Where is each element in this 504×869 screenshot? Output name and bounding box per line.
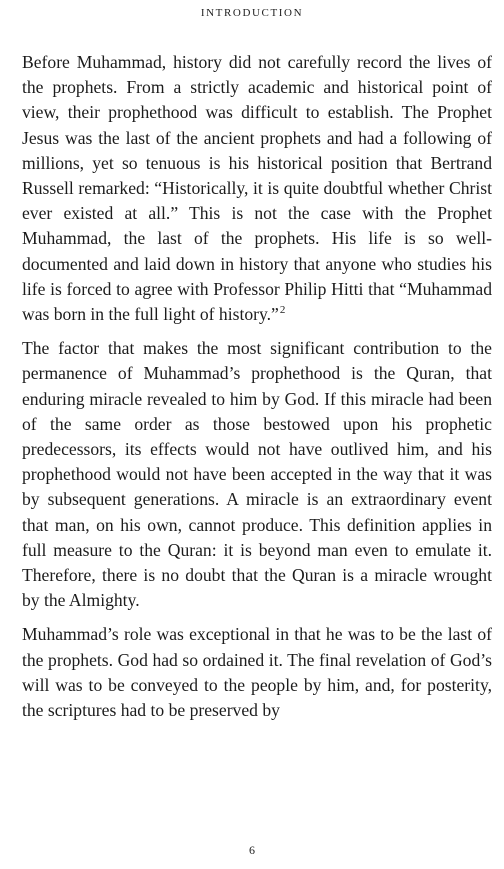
page-number: 6 xyxy=(249,843,255,857)
paragraph-3: Muhammad’s role was exceptional in that he was to be the last of the prophets. God had so ordained it. The final revelation of God’s will was to be conveyed to the people by him, and, for posterity, the scriptures had to be preserved by xyxy=(22,624,492,721)
paragraph-2: The factor that makes the most significant contribution to the permanence of Muhammad’s prophethood is the Quran, that enduring miracle revealed to him by God. If this miracle had been of the same order as those bestowed upon his prophetic predecessors, its effects would not have outlived him, and his prophethood would not have been accepted in the way that it was by subsequent generations. A miracle is an extraordinary event that man, on his own, cannot produce. This definition applies in full measure to the Quran: it is beyond man even to emulate it. Therefore, there is no doubt that the Quran is a miracle wrought by the Almighty. xyxy=(22,338,492,611)
body-text xyxy=(22,50,492,732)
footnote-marker[interactable]: 2 xyxy=(279,304,286,317)
running-head: INTRODUCTION xyxy=(200,7,304,19)
paragraph-1 xyxy=(22,50,492,327)
paragraph-1-text: Before Muhammad, history did not carefully record the lives of the prophets. From a strictly academic and historical point of view, their prophethood was difficult to establish. The Prophet Jesus was the last of the ancient prophets and had a following of millions, yet so tenuous is his historical position that Bertrand Russell remarked: “Historically, it is quite doubtful whether Christ ever existed at all.” This is not the case with the Prophet Muhammad, the last of the prophets. His life is so well-documented and laid down in history that anyone who studies his life is forced to agree with Professor Philip Hitti that “Muhammad was born in the full light of history.” xyxy=(22,52,492,325)
